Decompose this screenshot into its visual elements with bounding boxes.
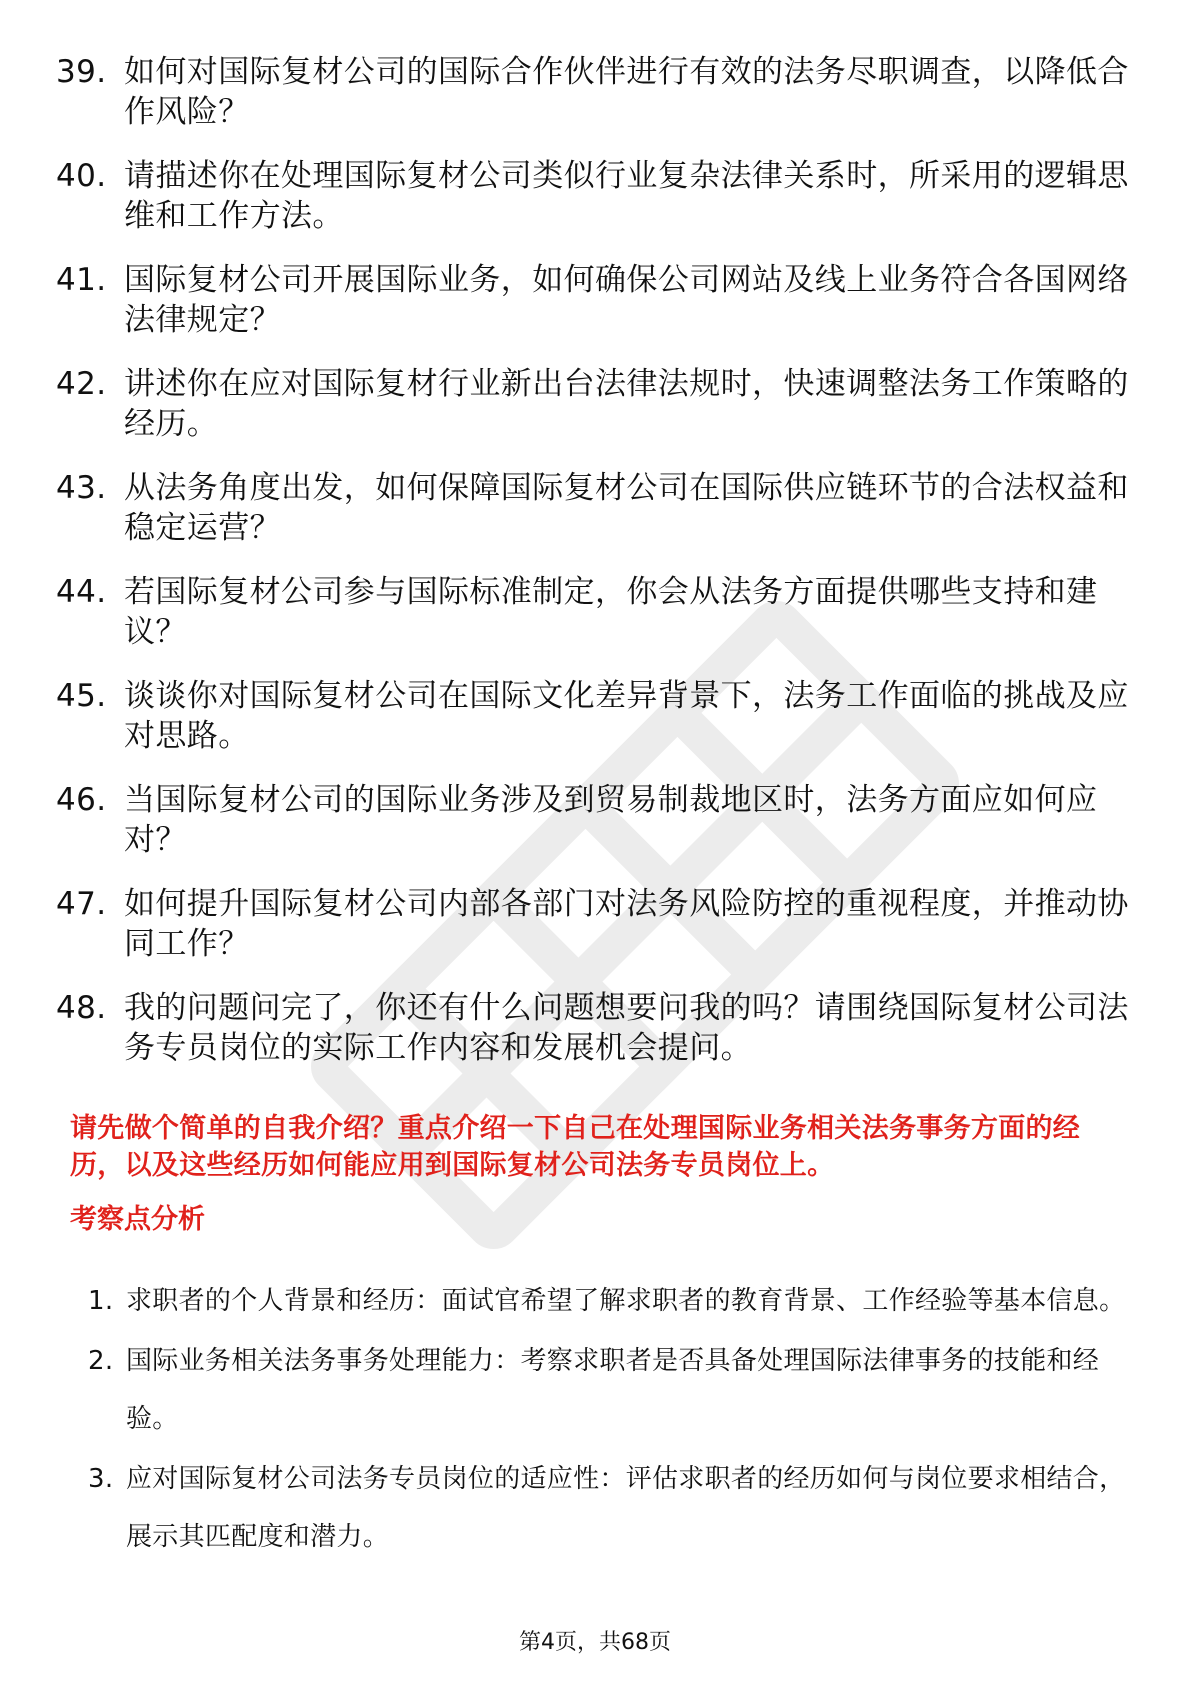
question-number: 41. [56,262,107,298]
intro-question-heading: 请先做个简单的自我介绍？重点介绍一下自己在处理国际业务相关法务事务方面的经历，以及这些经历如何能应用到国际复材公司法务专员岗位上。 [70,1113,1081,1181]
analysis-list [88,1272,1138,1568]
analysis-item [88,1332,1138,1448]
analysis-number: 1. [88,1286,114,1316]
question-text: 国际复材公司开展国际业务，如何确保公司网站及线上业务符合各国网络法律规定？ [124,262,1129,338]
question-text: 若国际复材公司参与国际标准制定，你会从法务方面提供哪些支持和建议？ [124,574,1098,650]
analysis-number: 3. [88,1464,114,1494]
question-text: 从法务角度出发，如何保障国际复材公司在国际供应链环节的合法权益和稳定运营？ [124,470,1129,546]
question-item [56,364,1136,444]
question-text: 讲述你在应对国际复材行业新出台法律法规时，快速调整法务工作策略的经历。 [124,366,1129,442]
question-number: 39. [56,54,107,90]
question-item [56,260,1136,340]
analysis-number: 2. [88,1346,114,1376]
analysis-item [88,1450,1138,1566]
analysis-text: 应对国际复材公司法务专员岗位的适应性：评估求职者的经历如何与岗位要求相结合，展示其匹配度和潜力。 [126,1464,1126,1552]
question-text: 谈谈你对国际复材公司在国际文化差异背景下，法务工作面临的挑战及应对思路。 [124,678,1129,754]
question-text: 我的问题问完了，你还有什么问题想要问我的吗？请围绕国际复材公司法务专员岗位的实际工作内容和发展机会提问。 [124,990,1129,1066]
question-item [56,780,1136,860]
question-number: 46. [56,782,107,818]
question-number: 47. [56,886,107,922]
question-text: 如何对国际复材公司的国际合作伙伴进行有效的法务尽职调查，以降低合作风险？ [124,54,1129,130]
question-text: 当国际复材公司的国际业务涉及到贸易制裁地区时，法务方面应如何应对？ [124,782,1098,858]
question-item [56,52,1136,132]
question-number: 43. [56,470,107,506]
analysis-section-title: 考察点分析 [70,1204,205,1235]
question-item [56,676,1136,756]
question-number: 40. [56,158,107,194]
question-number: 45. [56,678,107,714]
question-number: 42. [56,366,107,402]
question-text: 请描述你在处理国际复材公司类似行业复杂法律关系时，所采用的逻辑思维和工作方法。 [124,158,1129,234]
question-item [56,468,1136,548]
question-number: 48. [56,990,107,1026]
question-number: 44. [56,574,107,610]
question-text: 如何提升国际复材公司内部各部门对法务风险防控的重视程度，并推动协同工作？ [124,886,1129,962]
question-item [56,572,1136,652]
analysis-item [88,1272,1138,1330]
question-item [56,884,1136,964]
question-list [56,52,1136,1092]
analysis-text: 国际业务相关法务事务处理能力：考察求职者是否具备处理国际法律事务的技能和经验。 [126,1346,1100,1434]
analysis-text: 求职者的个人背景和经历：面试官希望了解求职者的教育背景、工作经验等基本信息。 [126,1286,1126,1316]
question-item [56,156,1136,236]
page-footer: 第4页，共68页 [519,1630,671,1655]
question-item [56,988,1136,1068]
